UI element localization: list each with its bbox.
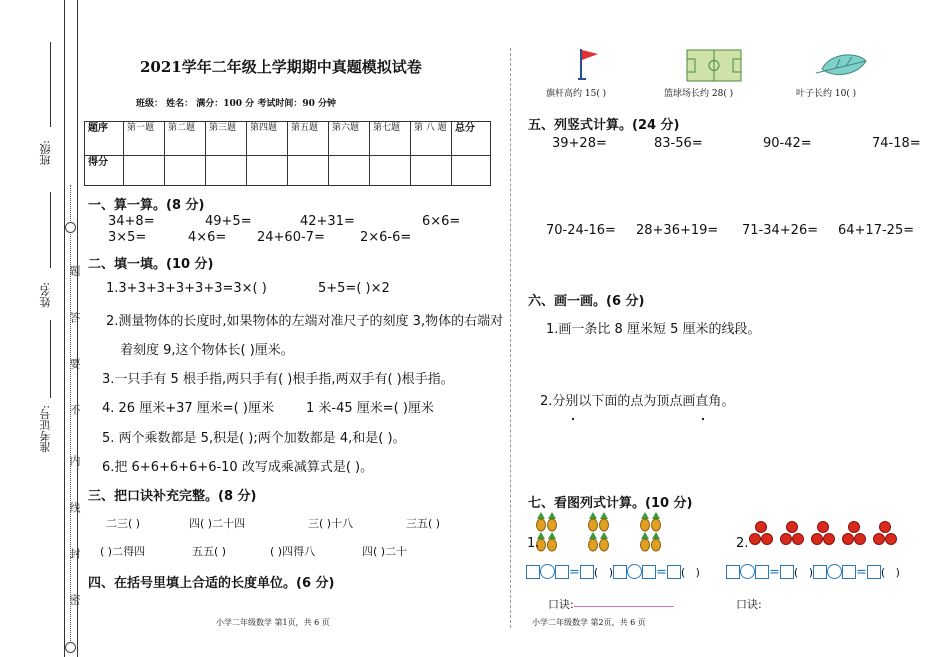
draw-question: 2.分别以下面的点为顶点画直角。	[540, 394, 735, 409]
score-row-label: 题序	[85, 122, 124, 156]
fill-question: 1 米-45 厘米=( )厘米	[306, 401, 434, 416]
fill-question: 2.测量物体的长度时,如果物体的左端对准尺子的刻度 3,物体的右端对	[106, 314, 504, 329]
score-cell[interactable]	[288, 156, 329, 186]
vertical-calc-item: 28+36+19=	[636, 223, 719, 238]
apple-icon	[750, 534, 761, 545]
pineapple-icon	[548, 512, 557, 531]
vertex-point[interactable]	[572, 418, 574, 420]
answer-box[interactable]	[755, 565, 769, 579]
sub-question-1-label: 1.	[527, 536, 540, 551]
koujue-item: ( )四得八	[270, 545, 316, 558]
operator-circle[interactable]	[740, 564, 755, 579]
leaf-icon	[816, 51, 868, 79]
total-header: 总分	[452, 122, 491, 156]
basketball-court-icon	[686, 49, 742, 82]
score-col-header: 第七题	[370, 122, 411, 156]
pineapple-icon	[652, 512, 661, 531]
leaf-caption: 叶子长约 10( )	[796, 89, 857, 99]
vertical-calc-item: 71-34+26=	[742, 223, 819, 238]
calc-item: 3×5=	[108, 230, 147, 245]
section-title-2: 二、填一填。(10 分)	[88, 257, 214, 272]
exam-no-label: 准考证号:	[39, 405, 52, 453]
fill-question: 4. 26 厘米+37 厘米=( )厘米	[102, 401, 274, 416]
apple-icon	[849, 522, 860, 533]
seal-char: 答	[68, 312, 81, 323]
name-label: 姓名:	[39, 282, 52, 308]
apple-icon	[787, 522, 798, 533]
equation-boxes-1[interactable]: = ( ) = ( )	[526, 561, 700, 580]
exam-info: 班级： 姓名： 满分：100 分 考试时间：90 分钟	[136, 99, 336, 109]
calc-item: 24+60-7=	[257, 230, 325, 245]
koujue-label-1: 口诀:	[548, 598, 574, 611]
name-fill-line[interactable]	[50, 192, 51, 268]
section-title-5: 五、列竖式计算。(24 分)	[528, 118, 680, 133]
page-footer-left: 小学二年级数学 第1页，共 6 页	[216, 618, 330, 627]
apple-icon	[762, 534, 773, 545]
flag-caption: 旗杆高约 15( )	[546, 89, 607, 99]
fill-question: 3.一只手有 5 根手指,两只手有( )根手指,两双手有( )根手指。	[102, 372, 454, 387]
score-cell[interactable]	[124, 156, 165, 186]
score-cell[interactable]	[206, 156, 247, 186]
page-divider	[510, 48, 511, 628]
binding-hole	[65, 642, 76, 653]
answer-box[interactable]	[842, 565, 856, 579]
vertical-calc-item: 70-24-16=	[546, 223, 616, 238]
vertical-calc-item: 64+17-25=	[838, 223, 915, 238]
apple-icon	[824, 534, 835, 545]
apple-icon	[818, 522, 829, 533]
section-title-7: 七、看图列式计算。(10 分)	[528, 496, 693, 511]
koujue-item: 二三( )	[106, 517, 141, 530]
class-label: 班级:	[39, 140, 52, 166]
answer-box[interactable]	[580, 565, 594, 579]
apple-icon	[812, 534, 823, 545]
answer-box[interactable]	[526, 565, 540, 579]
exam-no-fill-line[interactable]	[50, 320, 51, 398]
score-col-header: 第 八 题	[411, 122, 452, 156]
pineapple-icon	[600, 512, 609, 531]
koujue-fill-line-1[interactable]	[574, 606, 674, 607]
score-col-header: 第六题	[329, 122, 370, 156]
apple-icon	[781, 534, 792, 545]
operator-circle[interactable]	[627, 564, 642, 579]
koujue-item: 四( )二十	[362, 545, 408, 558]
seal-char: 封	[68, 548, 81, 559]
score-cell[interactable]	[329, 156, 370, 186]
score-col-header: 第二题	[165, 122, 206, 156]
koujue-item: 五五( )	[192, 545, 227, 558]
court-caption: 篮球场长约 28( )	[664, 89, 734, 99]
score-col-header: 第五题	[288, 122, 329, 156]
seal-char: 题	[68, 265, 81, 276]
fill-question: 5+5=( )×2	[318, 281, 390, 296]
seal-char: 不	[68, 404, 81, 415]
apple-icon	[843, 534, 854, 545]
score-col-header: 第三题	[206, 122, 247, 156]
fill-question: 1.3+3+3+3+3+3=3×( )	[106, 281, 267, 296]
draw-question: 1.画一条比 8 厘米短 5 厘米的线段。	[546, 322, 761, 337]
score-cell[interactable]	[247, 156, 288, 186]
koujue-item: 三五( )	[406, 517, 441, 530]
operator-circle[interactable]	[540, 564, 555, 579]
score-table	[84, 121, 491, 186]
margin-line-outer	[64, 0, 65, 657]
pineapple-groups	[536, 512, 674, 552]
koujue-item: 四( )二十四	[189, 517, 246, 530]
fill-question: 着刻度 9,这个物体长( )厘米。	[120, 343, 294, 358]
pineapple-icon	[652, 532, 661, 551]
koujue-item: 三( )十八	[308, 517, 354, 530]
calc-item: 42+31=	[300, 214, 355, 229]
seal-char: 线	[68, 502, 81, 513]
apple-icon	[855, 534, 866, 545]
flag-icon	[578, 46, 600, 80]
score-cell[interactable]	[165, 156, 206, 186]
pineapple-icon	[641, 532, 650, 551]
koujue-item: ( )二得四	[100, 545, 146, 558]
class-fill-line[interactable]	[50, 42, 51, 127]
vertical-calc-item: 39+28=	[552, 136, 607, 151]
fill-question: 6.把 6+6+6+6+6-10 改写成乘减算式是( )。	[102, 460, 374, 475]
pineapple-icon	[600, 532, 609, 551]
sub-question-2-label: 2.	[736, 536, 749, 551]
apple-icon	[874, 534, 885, 545]
score-col-header: 第四题	[247, 122, 288, 156]
pineapple-icon	[641, 512, 650, 531]
answer-box[interactable]	[726, 565, 740, 579]
section-title-4: 四、在括号里填上合适的长度单位。(6 分)	[88, 576, 335, 591]
operator-circle[interactable]	[827, 564, 842, 579]
calc-item: 6×6=	[422, 214, 461, 229]
pineapple-icon	[548, 532, 557, 551]
binding-hole	[65, 222, 76, 233]
seal-char: 密	[68, 594, 81, 605]
answer-box[interactable]	[555, 565, 569, 579]
apple-icon	[793, 534, 804, 545]
calc-item: 2×6-6=	[360, 230, 412, 245]
answer-box[interactable]	[613, 565, 627, 579]
vertical-calc-item: 83-56=	[654, 136, 703, 151]
page-footer-right: 小学二年级数学 第2页，共 6 页	[532, 618, 646, 627]
apple-icon	[880, 522, 891, 533]
apple-icon	[886, 534, 897, 545]
apple-icon	[756, 522, 767, 533]
answer-box[interactable]	[667, 565, 681, 579]
calc-item: 34+8=	[108, 214, 155, 229]
apple-groups	[748, 518, 900, 550]
calc-item: 4×6=	[188, 230, 227, 245]
section-title-3: 三、把口诀补充完整。(8 分)	[88, 489, 257, 504]
score-row-label: 得分	[85, 156, 124, 186]
answer-box[interactable]	[867, 565, 881, 579]
vertical-calc-item: 90-42=	[763, 136, 812, 151]
section-title-1: 一、算一算。(8 分)	[88, 198, 205, 213]
pineapple-icon	[589, 532, 598, 551]
score-cell[interactable]	[411, 156, 452, 186]
score-cell[interactable]	[370, 156, 411, 186]
answer-box[interactable]	[813, 565, 827, 579]
pineapple-icon	[589, 512, 598, 531]
fill-question: 5. 两个乘数都是 5,积是( );两个加数都是 4,和是( )。	[102, 431, 406, 446]
seal-dotted-line	[70, 185, 71, 645]
section-title-6: 六、画一画。(6 分)	[528, 294, 645, 309]
equation-boxes-2[interactable]: = ( ) = ( )	[726, 561, 900, 580]
seal-char: 内	[68, 455, 81, 466]
page-title: 2021学年二年级上学期期中真题模拟试卷	[140, 58, 422, 76]
seal-char: 要	[68, 358, 81, 369]
koujue-label-2: 口诀:	[736, 598, 762, 611]
vertical-calc-item: 74-18=	[872, 136, 921, 151]
score-cell[interactable]	[452, 156, 491, 186]
score-col-header: 第一题	[124, 122, 165, 156]
pineapple-icon	[537, 512, 546, 531]
answer-box[interactable]	[780, 565, 794, 579]
vertex-point[interactable]	[702, 418, 704, 420]
calc-item: 49+5=	[205, 214, 252, 229]
answer-box[interactable]	[642, 565, 656, 579]
